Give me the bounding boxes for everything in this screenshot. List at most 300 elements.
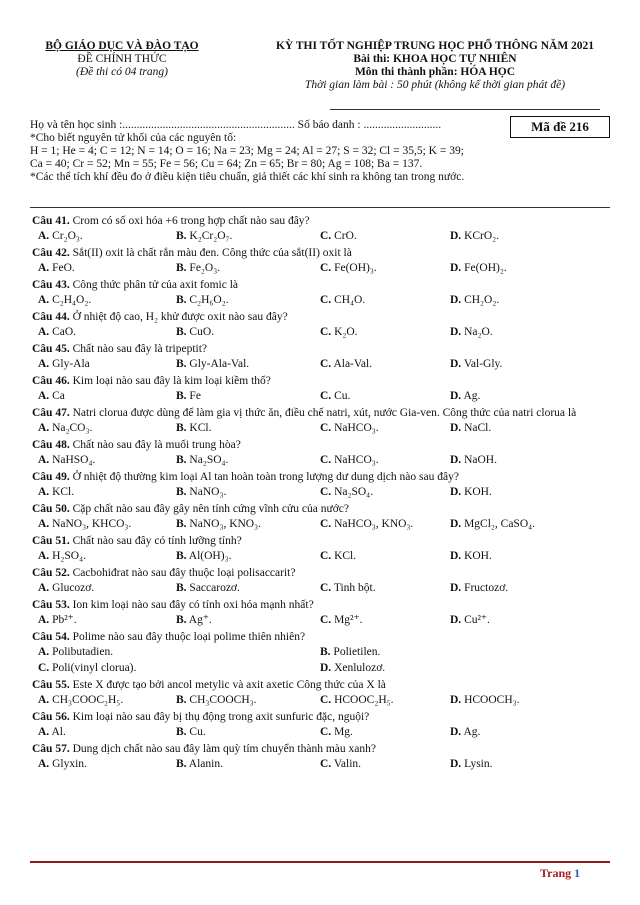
answer-option (450, 756, 493, 772)
atomic-masses-1: H = 1; He = 4; C = 12; N = 14; O = 16; Na = 23; Mg = 24; Al = 27; S = 32; Cl = 35,5; K = 39; (30, 145, 464, 157)
option-text: Na₂O. (464, 326, 493, 338)
option-label: A. (38, 390, 50, 402)
option-label: B. (176, 758, 187, 770)
question-stem (32, 676, 612, 692)
answer-option (176, 612, 212, 628)
answer-option (450, 612, 490, 628)
answer-option (450, 548, 492, 564)
option-text: Cu²⁺. (464, 614, 490, 626)
option-label: D. (320, 662, 332, 674)
option-text: CaO. (52, 326, 77, 338)
option-label: A. (38, 726, 50, 738)
question-text: Ion kim loại nào sau đây có tính oxi hóa mạnh nhất? (72, 599, 314, 611)
answer-option (176, 756, 223, 772)
option-label: A. (38, 262, 50, 274)
option-text: CuO. (189, 326, 215, 338)
question-number: Câu 49. (32, 471, 70, 483)
option-label: C. (320, 390, 332, 402)
answer-option (450, 724, 480, 740)
option-label: A. (38, 422, 50, 434)
option-label: D. (450, 726, 462, 738)
candidate-line: Họ và tên học sinh :............................................................ Số báo danh : ........................... (30, 119, 442, 131)
answer-option (176, 724, 206, 740)
answer-options (32, 644, 612, 676)
header-divider (330, 109, 600, 110)
answer-options (32, 324, 612, 340)
option-label: A. (38, 230, 50, 242)
option-label: B. (176, 614, 187, 626)
answer-option (450, 516, 535, 532)
option-text: CH₄O. (334, 294, 366, 306)
answer-options (32, 260, 612, 276)
question-stem (32, 212, 612, 228)
answer-option (320, 580, 376, 596)
option-label: B. (176, 326, 187, 338)
answer-option (450, 324, 493, 340)
answer-option (38, 388, 65, 404)
option-text: Mg²⁺. (334, 614, 363, 626)
option-text: HCOOC₂H₅. (334, 694, 394, 706)
option-text: Gly-Ala-Val. (189, 358, 250, 370)
option-label: B. (320, 646, 331, 658)
question-text: Kim loại nào sau đây là kim loại kiềm thổ? (72, 375, 271, 387)
question-list (32, 212, 612, 772)
option-text: KCl. (52, 486, 75, 498)
option-text: Na₂SO₄. (189, 454, 229, 466)
option-text: Fe(OH)₂. (464, 262, 507, 274)
question-text: Kim loại nào sau đây bị thụ động trong axit sunfuric đặc, nguội? (72, 711, 370, 723)
option-text: Ala-Val. (333, 358, 373, 370)
question-block (32, 212, 612, 244)
question-text: Dung dịch chất nào sau đây làm quỳ tím chuyển thành màu xanh? (72, 743, 376, 755)
option-text: Pb²⁺. (52, 614, 77, 626)
answer-option (320, 228, 357, 244)
answer-option (38, 420, 92, 436)
exam-time: Thời gian làm bài : 50 phút (không kể thời gian phát đề) (304, 79, 566, 91)
question-block (32, 740, 612, 772)
answer-option (450, 356, 502, 372)
option-label: D. (450, 326, 462, 338)
option-label: A. (38, 550, 50, 562)
option-label: C. (320, 294, 332, 306)
answer-option (38, 228, 83, 244)
question-text: Sắt(II) oxit là chất rắn màu đen. Công thức của sắt(II) oxit là (72, 247, 352, 259)
answer-option (38, 644, 113, 660)
question-block (32, 500, 612, 532)
answer-option (450, 420, 491, 436)
answer-option (176, 548, 231, 564)
pages-note: (Đề thi có 04 trang) (76, 66, 168, 78)
option-text: KOH. (464, 550, 492, 562)
answer-option (38, 660, 136, 676)
question-text: Chất nào sau đây có tính lưỡng tính? (72, 535, 242, 547)
answer-option (176, 452, 228, 468)
option-text: Ag. (463, 390, 481, 402)
answer-options (32, 612, 612, 628)
answer-options (32, 388, 612, 404)
option-text: Fe₂O₃. (189, 262, 221, 274)
question-stem (32, 628, 612, 644)
answer-options (32, 724, 612, 740)
answer-options (32, 356, 612, 372)
answer-option (320, 644, 380, 660)
subject-group: Bài thi: KHOA HỌC TỰ NHIÊN (353, 53, 517, 65)
question-text: Cặp chất nào sau đây gây nên tính cứng vĩnh cửu của nước? (72, 503, 349, 515)
page-word: Trang (540, 866, 572, 880)
question-block (32, 564, 612, 596)
question-number: Câu 46. (32, 375, 70, 387)
option-text: Gly-Ala (52, 358, 90, 370)
question-number: Câu 41. (32, 215, 70, 227)
option-text: NaHCO₃, KNO₃. (334, 518, 414, 530)
answer-option (320, 548, 356, 564)
option-text: HCOOCH₃. (464, 694, 520, 706)
question-text: Cacbohiđrat nào sau đây thuộc loại polisaccarit? (72, 567, 296, 579)
answer-option (450, 388, 480, 404)
answer-options (32, 692, 612, 708)
option-label: C. (320, 550, 332, 562)
question-block (32, 628, 612, 676)
question-text: Polime nào sau đây thuộc loại polime thiên nhiên? (72, 631, 306, 643)
option-text: NaNO₃, KNO₃. (189, 518, 261, 530)
answer-option (320, 420, 379, 436)
question-stem (32, 532, 612, 548)
option-text: Al. (51, 726, 66, 738)
option-label: A. (38, 518, 50, 530)
option-text: CrO. (334, 230, 357, 242)
option-label: A. (38, 694, 50, 706)
answer-option (320, 452, 379, 468)
option-text: Mg. (334, 726, 353, 738)
answer-option (320, 660, 385, 676)
question-block (32, 372, 612, 404)
option-text: NaNO₃, KHCO₃. (52, 518, 132, 530)
question-block (32, 468, 612, 500)
answer-option (38, 692, 123, 708)
question-number: Câu 45. (32, 343, 70, 355)
option-text: MgCl₂, CaSO₄. (464, 518, 536, 530)
answer-option (38, 612, 77, 628)
option-label: A. (38, 326, 50, 338)
answer-option (38, 292, 91, 308)
option-label: C. (320, 694, 332, 706)
question-number: Câu 57. (32, 743, 70, 755)
answer-options (32, 484, 612, 500)
option-label: B. (176, 518, 187, 530)
answer-option (320, 356, 372, 372)
question-stem (32, 308, 612, 324)
answer-option (320, 260, 377, 276)
option-text: Fructozơ. (464, 582, 509, 594)
answer-option (38, 548, 86, 564)
question-text: Ở nhiệt độ thường kim loại Al tan hoàn toàn trong lượng dư dung dịch nào sau đây? (72, 471, 459, 483)
option-text: Ag. (463, 726, 481, 738)
question-stem (32, 500, 612, 516)
option-text: NaNO₃. (189, 486, 227, 498)
answer-option (38, 580, 94, 596)
question-block (32, 436, 612, 468)
option-text: CH₃COOCH₃. (189, 694, 257, 706)
question-stem (32, 740, 612, 756)
header-right (240, 40, 630, 92)
option-text: NaHCO₃. (334, 454, 379, 466)
option-text: CH₃COOC₂H₅. (52, 694, 124, 706)
option-label: B. (176, 262, 187, 274)
question-stem (32, 340, 612, 356)
question-block (32, 276, 612, 308)
answer-option (176, 260, 220, 276)
option-label: D. (450, 390, 462, 402)
question-block (32, 308, 612, 340)
page-number: 1 (574, 866, 581, 880)
answer-options (32, 452, 612, 468)
question-stem (32, 372, 612, 388)
question-text: Công thức phân tử của axit fomic là (72, 279, 239, 291)
answer-option (450, 260, 507, 276)
option-label: C. (38, 662, 50, 674)
answer-option (450, 484, 492, 500)
option-label: C. (320, 422, 332, 434)
answer-option (176, 692, 257, 708)
option-text: Polibutadien. (52, 646, 114, 658)
option-label: C. (320, 326, 332, 338)
option-label: B. (176, 294, 187, 306)
option-label: D. (450, 422, 462, 434)
question-number: Câu 43. (32, 279, 70, 291)
question-stem (32, 244, 612, 260)
option-label: C. (320, 726, 332, 738)
option-text: Ca (52, 390, 65, 402)
option-label: B. (176, 454, 187, 466)
option-text: FeO. (52, 262, 75, 274)
option-text: Cu. (189, 726, 206, 738)
answer-option (320, 692, 394, 708)
answer-option (176, 324, 214, 340)
answer-option (176, 292, 229, 308)
answer-option (176, 580, 240, 596)
question-block (32, 404, 612, 436)
option-text: KCl. (334, 550, 357, 562)
option-label: B. (176, 694, 187, 706)
question-block (32, 708, 612, 740)
question-text: Chất nào sau đây là muối trung hòa? (72, 439, 241, 451)
question-stem (32, 436, 612, 452)
option-text: Cr₂O₃. (52, 230, 83, 242)
option-label: C. (320, 358, 332, 370)
option-text: KCrO₂. (464, 230, 500, 242)
gas-note: *Các thể tích khí đều đo ở điều kiện tiêu chuẩn, giả thiết các khí sinh ra không tan trong nước. (30, 171, 465, 183)
question-text: Natri clorua được dùng để làm gia vị thức ăn, điều chế natri, xút, nước Gia-ven. Công thức của natri clorua là (72, 407, 577, 419)
option-label: C. (320, 486, 332, 498)
question-block (32, 596, 612, 628)
answer-options (32, 580, 612, 596)
option-label: B. (176, 726, 187, 738)
option-text: NaOH. (464, 454, 497, 466)
option-label: B. (176, 390, 187, 402)
answer-options (32, 420, 612, 436)
answer-options (32, 548, 612, 564)
question-number: Câu 55. (32, 679, 70, 691)
option-label: A. (38, 758, 50, 770)
answer-option (176, 228, 232, 244)
option-label: C. (320, 454, 332, 466)
answer-option (38, 516, 131, 532)
question-number: Câu 53. (32, 599, 70, 611)
question-number: Câu 50. (32, 503, 70, 515)
atomic-masses-2: Ca = 40; Cr = 52; Mn = 55; Fe = 56; Cu = 64; Zn = 65; Br = 80; Ag = 108; Ba = 137. (30, 158, 423, 170)
question-text: Crom có số oxi hóa +6 trong hợp chất nào sau đây? (72, 215, 310, 227)
option-text: KOH. (464, 486, 492, 498)
question-block (32, 340, 612, 372)
question-number: Câu 52. (32, 567, 70, 579)
option-label: D. (450, 358, 462, 370)
answer-option (320, 388, 350, 404)
header-left (22, 40, 222, 79)
exam-code-box: Mã đề 216 (510, 116, 610, 138)
answer-option (38, 356, 90, 372)
answer-option (38, 756, 87, 772)
question-number: Câu 56. (32, 711, 70, 723)
option-label: A. (38, 454, 50, 466)
ministry-name: BỘ GIÁO DỤC VÀ ĐÀO TẠO (45, 40, 199, 52)
answer-option (38, 260, 75, 276)
question-block (32, 244, 612, 276)
answer-option (320, 292, 365, 308)
answer-options (32, 292, 612, 308)
option-label: D. (450, 294, 462, 306)
option-label: D. (450, 454, 462, 466)
answer-option (176, 388, 201, 404)
option-label: B. (176, 582, 187, 594)
section-divider (30, 207, 610, 208)
option-label: B. (176, 422, 187, 434)
option-text: C₂H₆O₂. (189, 294, 229, 306)
question-number: Câu 42. (32, 247, 70, 259)
answer-option (320, 324, 358, 340)
answer-option (320, 724, 353, 740)
option-label: C. (320, 582, 332, 594)
option-text: K₂Cr₂O₇. (189, 230, 233, 242)
option-text: NaCl. (464, 422, 492, 434)
page-footer (540, 866, 580, 881)
answer-option (320, 516, 413, 532)
option-label: A. (38, 614, 50, 626)
answer-options (32, 516, 612, 532)
question-text: Este X được tạo bởi ancol metylic và axit axetic Công thức của X là (72, 679, 386, 691)
option-text: KCl. (189, 422, 212, 434)
answer-option (450, 580, 508, 596)
answer-options (32, 756, 612, 772)
answer-option (450, 452, 497, 468)
option-label: A. (38, 582, 50, 594)
option-text: NaHSO₄. (52, 454, 96, 466)
question-number: Câu 47. (32, 407, 70, 419)
question-stem (32, 596, 612, 612)
question-block (32, 532, 612, 564)
option-text: Na₂CO₃. (52, 422, 93, 434)
option-label: C. (320, 614, 332, 626)
question-stem (32, 404, 612, 420)
option-label: A. (38, 646, 50, 658)
option-label: A. (38, 294, 50, 306)
question-text: Ở nhiệt độ cao, H₂ khử được oxit nào sau đây? (72, 311, 288, 323)
option-text: Ag⁺. (188, 614, 212, 626)
question-number: Câu 51. (32, 535, 70, 547)
option-label: A. (38, 486, 50, 498)
option-label: B. (176, 486, 187, 498)
option-text: C₂H₄O₂. (52, 294, 92, 306)
answer-option (176, 356, 249, 372)
option-text: Alanin. (188, 758, 223, 770)
option-label: D. (450, 230, 462, 242)
option-text: Val-Gly. (463, 358, 503, 370)
subject-name: Môn thi thành phần: HÓA HỌC (354, 66, 516, 78)
option-label: B. (176, 550, 187, 562)
footer-divider (30, 861, 610, 863)
answer-options (32, 228, 612, 244)
option-label: D. (450, 486, 462, 498)
answer-option (320, 484, 373, 500)
answer-option (320, 612, 362, 628)
option-label: D. (450, 582, 462, 594)
option-text: NaHCO₃. (334, 422, 379, 434)
question-stem (32, 468, 612, 484)
option-text: Al(OH)₃. (188, 550, 232, 562)
question-number: Câu 54. (32, 631, 70, 643)
option-text: Cu. (334, 390, 351, 402)
option-text: Tinh bột. (333, 582, 376, 594)
option-label: D. (450, 518, 462, 530)
answer-option (38, 484, 74, 500)
option-label: B. (176, 358, 187, 370)
option-text: CH₂O₂. (464, 294, 500, 306)
option-label: C. (320, 518, 332, 530)
option-label: D. (450, 758, 462, 770)
question-block (32, 676, 612, 708)
answer-option (320, 756, 361, 772)
official-label: ĐỀ CHÍNH THỨC (77, 53, 167, 65)
question-number: Câu 44. (32, 311, 70, 323)
option-text: Lysin. (464, 758, 493, 770)
question-text: Chất nào sau đây là tripeptit? (72, 343, 208, 355)
answer-option (38, 724, 66, 740)
option-text: Na₂SO₄. (334, 486, 374, 498)
answer-option (38, 452, 95, 468)
option-label: C. (320, 230, 332, 242)
answer-option (450, 692, 520, 708)
option-text: Fe(OH)₃. (334, 262, 377, 274)
option-text: Glyxin. (52, 758, 87, 770)
option-text: Glucozơ. (52, 582, 95, 594)
question-stem (32, 564, 612, 580)
option-label: B. (176, 230, 187, 242)
option-label: C. (320, 262, 332, 274)
question-stem (32, 708, 612, 724)
option-label: D. (450, 262, 462, 274)
option-text: H₂SO₄. (52, 550, 86, 562)
exam-title: KỲ THI TỐT NGHIỆP TRUNG HỌC PHỔ THÔNG NĂM 2021 (275, 40, 595, 52)
question-number: Câu 48. (32, 439, 70, 451)
option-text: Xenlulozơ. (334, 662, 386, 674)
answer-option (450, 292, 499, 308)
option-text: Poli(vinyl clorua). (52, 662, 137, 674)
answer-option (176, 420, 211, 436)
question-stem (32, 276, 612, 292)
option-label: D. (450, 614, 462, 626)
option-text: Fe (189, 390, 201, 402)
option-label: D. (450, 694, 462, 706)
option-text: Polietilen. (333, 646, 381, 658)
